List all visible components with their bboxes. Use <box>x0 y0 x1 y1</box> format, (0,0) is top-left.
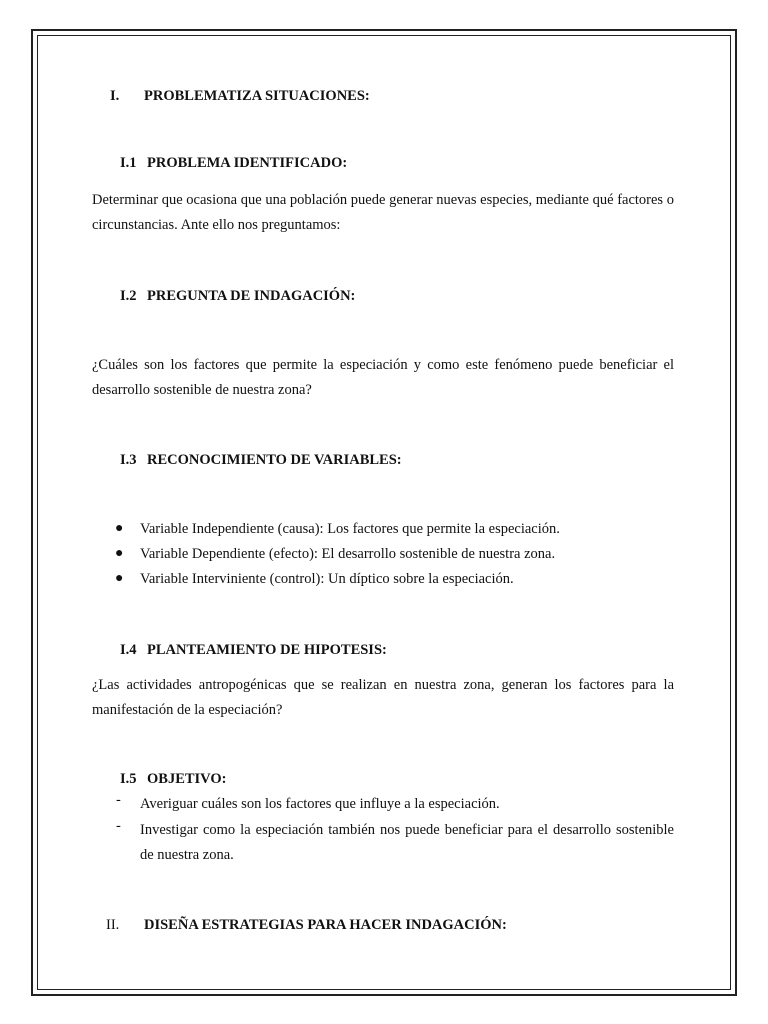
subsection-1-5-number: I.5 <box>120 771 137 787</box>
problem-paragraph: Determinar que ocasiona que una población puede generar nuevas especies, mediante qué factores o circunstancias. Ante ello nos preguntamos: <box>92 192 674 233</box>
variable-item: Variable Independiente (causa): Los factores que permite la especiación. <box>140 521 560 537</box>
section-1-number: I. <box>110 88 120 104</box>
subsection-1-4-title: PLANTEAMIENTO DE HIPOTESIS: <box>147 642 387 658</box>
subsection-1-2-number: I.2 <box>120 288 137 304</box>
section-1-title: PROBLEMATIZA SITUACIONES: <box>144 88 370 104</box>
subsection-1-3-title: RECONOCIMIENTO DE VARIABLES: <box>147 452 402 468</box>
hypothesis-paragraph: ¿Las actividades antropogénicas que se realizan en nuestra zona, generan los factores para la manifestación de la especiación? <box>92 677 674 718</box>
subsection-1-4-number: I.4 <box>120 642 137 658</box>
dash-icon: - <box>116 792 121 808</box>
subsection-1-5-title: OBJETIVO: <box>147 771 227 787</box>
bullet-icon: ● <box>115 571 124 586</box>
variable-item: Variable Dependiente (efecto): El desarrollo sostenible de nuestra zona. <box>140 546 556 562</box>
section-2-number: II. <box>106 917 120 933</box>
variable-item: Variable Interviniente (control): Un díptico sobre la especiación. <box>140 571 514 587</box>
dash-icon: - <box>116 818 121 834</box>
subsection-1-3-number: I.3 <box>120 452 137 468</box>
subsection-1-1-title: PROBLEMA IDENTIFICADO: <box>147 155 348 171</box>
objective-item: Investigar como la especiación también nos puede beneficiar para el desarrollo sostenible de nuestra zona. <box>140 822 674 863</box>
question-paragraph: ¿Cuáles son los factores que permite la especiación y como este fenómeno puede beneficiar el desarrollo sostenible de nuestra zona? <box>92 357 674 398</box>
subsection-1-1-number: I.1 <box>120 155 137 171</box>
subsection-1-2-title: PREGUNTA DE INDAGACIÓN: <box>147 288 356 304</box>
bullet-icon: ● <box>115 521 124 536</box>
bullet-icon: ● <box>115 546 124 561</box>
objective-item: Averiguar cuáles son los factores que influye a la especiación. <box>140 796 500 812</box>
section-2-title: DISEÑA ESTRATEGIAS PARA HACER INDAGACIÓN: <box>144 917 507 933</box>
